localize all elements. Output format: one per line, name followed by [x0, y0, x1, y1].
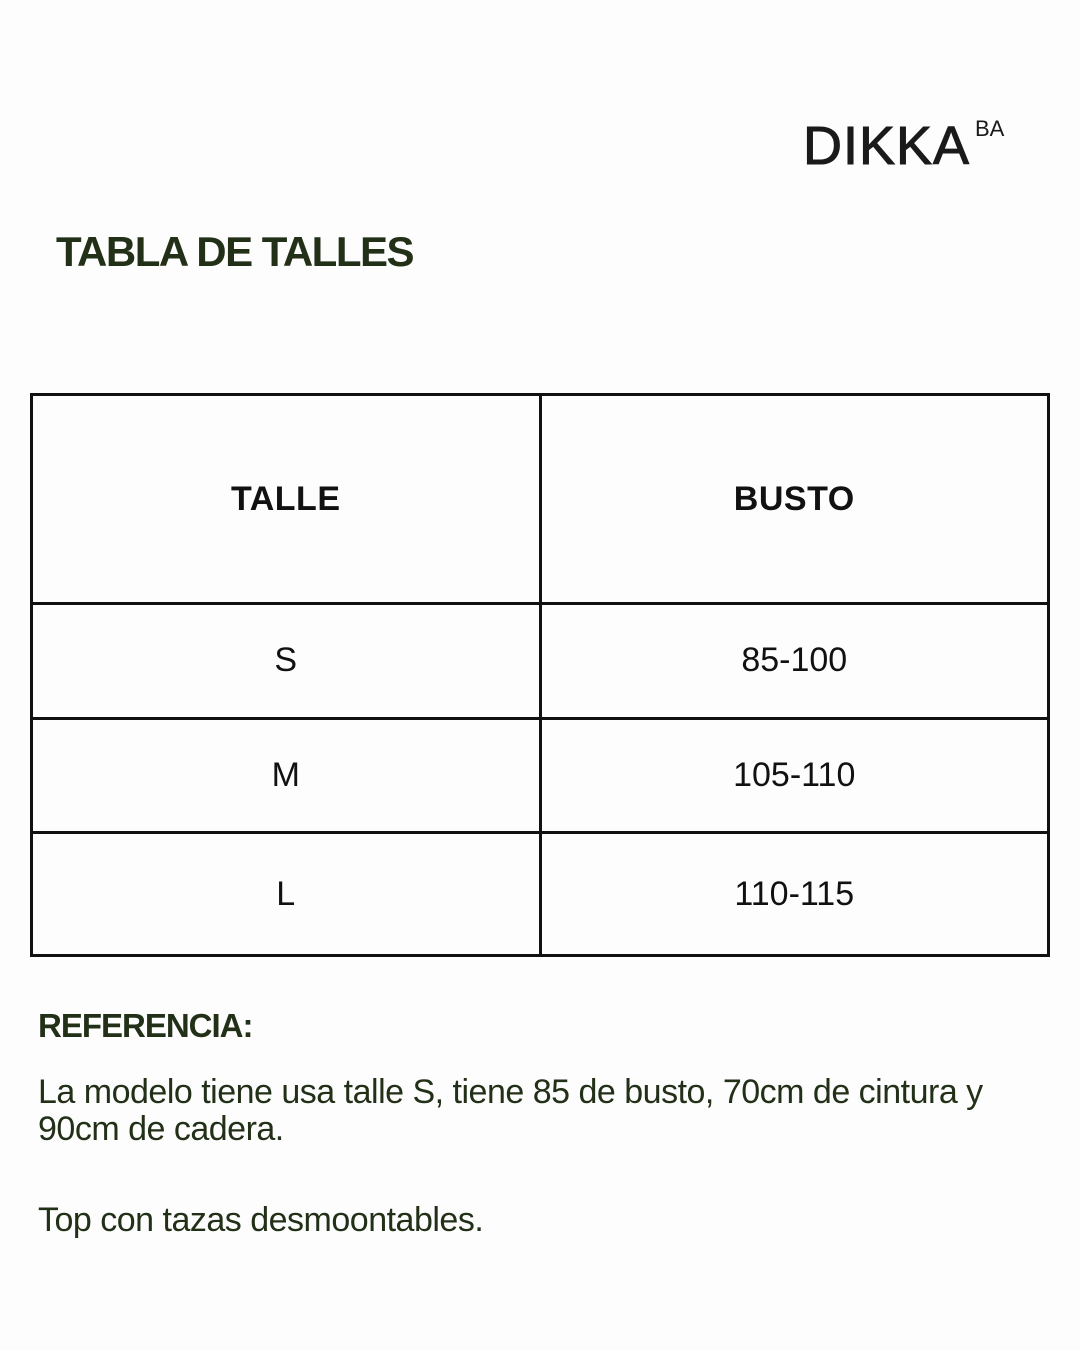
- reference-text: La modelo tiene usa talle S, tiene 85 de busto, 70cm de cintura y 90cm de cadera.: [38, 1073, 983, 1148]
- bust-cell: 110-115: [540, 833, 1049, 956]
- brand-superscript: BA: [975, 116, 1005, 141]
- table-header-row: [32, 395, 1049, 604]
- bust-cell: 85-100: [540, 604, 1049, 719]
- bust-cell: 105-110: [540, 718, 1049, 833]
- table-row: [32, 833, 1049, 956]
- reference-title: REFERENCIA:: [38, 1007, 253, 1044]
- page-title: TABLA DE TALLES: [56, 228, 414, 275]
- table-row: [32, 718, 1049, 833]
- brand-name: DIKKA: [803, 116, 971, 176]
- size-cell: S: [32, 604, 541, 719]
- header-busto: BUSTO: [540, 395, 1049, 604]
- table-row: [32, 604, 1049, 719]
- size-cell: L: [32, 833, 541, 956]
- product-note: Top con tazas desmoontables.: [38, 1201, 484, 1239]
- size-table: [30, 393, 1050, 957]
- header-talle: TALLE: [32, 395, 541, 604]
- size-cell: M: [32, 718, 541, 833]
- brand-logo: [803, 116, 1005, 176]
